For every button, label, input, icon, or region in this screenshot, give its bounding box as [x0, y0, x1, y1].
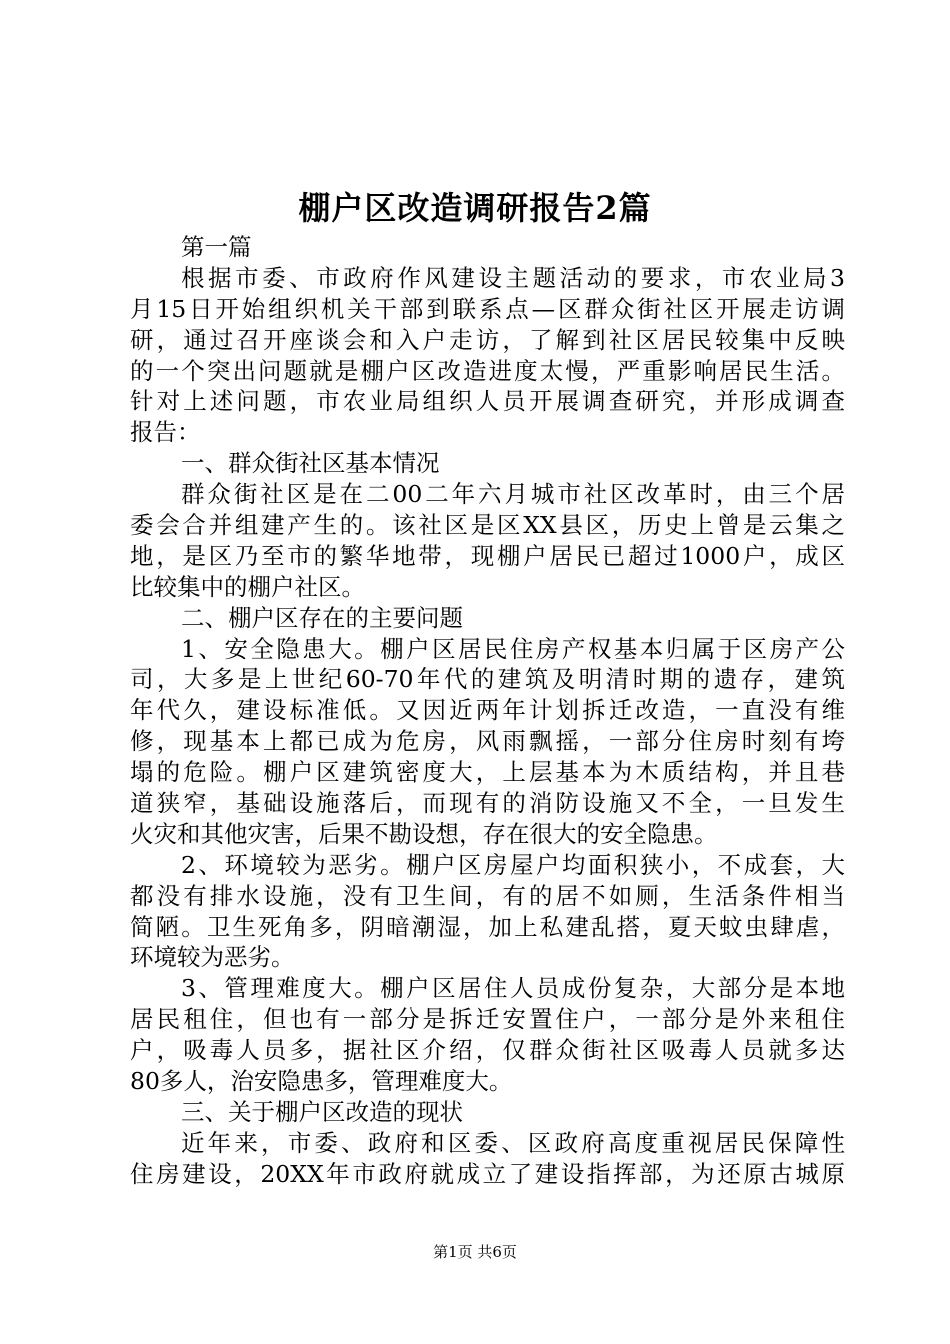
- body-line: 比较集中的棚户社区。: [130, 572, 365, 601]
- body-line: 二、棚户区存在的主要问题: [181, 603, 463, 632]
- body-line: 3、管理难度大。棚户区居住人员成份复杂，大部分是本地: [181, 974, 845, 1003]
- body-line: 火灾和其他灾害，后果不勘设想，存在很大的安全隐患。: [130, 819, 718, 848]
- body-line: 月15日开始组织机关干部到联系点—区群众街社区开展走访调: [130, 294, 845, 323]
- body-line: 近年来，市委、政府和区委、区政府高度重视居民保障性: [181, 1128, 845, 1157]
- page-footer: 第1页 共6页: [433, 1243, 517, 1261]
- body-line: 针对上述问题，市农业局组织人员开展调查研究，并形成调查: [130, 387, 845, 416]
- body-line: 80多人，治安隐患多，管理难度大。: [130, 1067, 513, 1096]
- body-line: 居民租住，但也有一部分是拆迁安置住户，一部分是外来租住: [130, 1005, 845, 1034]
- body-line: 报告：: [130, 418, 201, 447]
- body-line: 研，通过召开座谈会和入户走访，了解到社区居民较集中反映: [130, 325, 845, 354]
- body-line: 一、群众街社区基本情况: [181, 449, 440, 478]
- body-line: 群众街社区是在二00二年六月城市社区改革时，由三个居: [181, 480, 845, 509]
- document-body: [130, 232, 845, 1190]
- body-line: 环境较为恶劣。: [130, 943, 295, 972]
- body-line: 塌的危险。棚户区建筑密度大，上层基本为木质结构，并且巷: [130, 758, 845, 787]
- body-line: 根据市委、市政府作风建设主题活动的要求，市农业局3: [181, 263, 845, 292]
- body-line: 修，现基本上都已成为危房，风雨飘摇，一部分住房时刻有垮: [130, 727, 845, 756]
- body-line: 2、环境较为恶劣。棚户区房屋户均面积狭小，不成套，大: [181, 850, 845, 879]
- body-line: 第一篇: [181, 233, 252, 261]
- body-line: 道狭窄，基础设施落后，而现有的消防设施又不全，一旦发生: [130, 789, 845, 818]
- body-line: 1、安全隐患大。棚户区居民住房产权基本归属于区房产公: [181, 634, 845, 663]
- body-line: 地，是区乃至市的繁华地带，现棚户居民已超过1000户，成区: [130, 541, 845, 570]
- body-line: 住房建设，20XX年市政府就成立了建设指挥部，为还原古城原: [130, 1159, 845, 1188]
- body-line: 的一个突出问题就是棚户区改造进度太慢，严重影响居民生活。: [130, 356, 845, 385]
- body-line: 司，大多是上世纪60-70年代的建筑及明清时期的遗存，建筑: [130, 665, 845, 694]
- body-line: 委会合并组建产生的。该社区是区XX县区，历史上曾是云集之: [130, 511, 845, 540]
- body-line: 户，吸毒人员多，据社区介绍，仅群众街社区吸毒人员就多达: [130, 1036, 845, 1065]
- body-line: 都没有排水设施，没有卫生间，有的居不如厕，生活条件相当: [130, 881, 845, 910]
- body-line: 三、关于棚户区改造的现状: [181, 1097, 463, 1126]
- document-title: 棚户区改造调研报告2篇: [298, 189, 652, 227]
- body-line: 年代久，建设标准低。又因近两年计划拆迁改造，一直没有维: [130, 696, 845, 725]
- body-line: 简陋。卫生死角多，阴暗潮湿，加上私建乱搭，夏天蚊虫肆虐，: [130, 912, 845, 941]
